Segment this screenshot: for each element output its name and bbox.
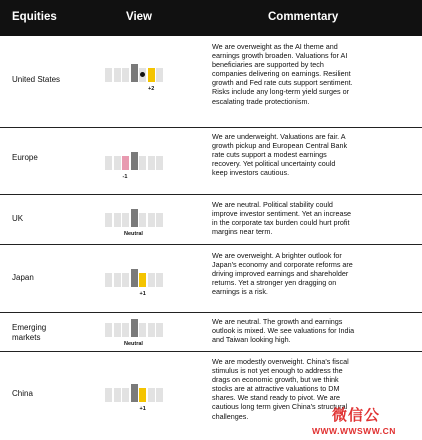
row-label [12,389,33,399]
comment-line: returns. Yet a stronger yen dragging on [212,278,337,288]
commentary-text [212,200,410,236]
comment-line: We are overweight. A brighter outlook for [212,251,342,260]
row-label [12,75,60,85]
row-label [12,214,23,224]
view-scale [105,209,165,237]
scale-cell [105,68,112,82]
commentary-text [212,317,410,344]
table-row-europe [0,128,422,195]
comment-line: Risks include any long-term yield surges or [212,87,350,97]
comment-line: keep investors cautious. [212,168,290,178]
marker-dot [140,72,145,77]
scale-cell [131,319,138,337]
scale-cell [139,156,146,170]
row-label [12,273,34,283]
table-row-japan [0,245,422,313]
comment-line: cautious long term given China's structural [212,402,348,412]
scale-cell [148,323,155,337]
comment-line: recovery. Yet political uncertainty could [212,159,336,169]
scale-cell [114,68,121,82]
scale-cell [131,384,138,402]
scale-cell [114,323,121,337]
comment-line: We are neutral. Political stability could [212,200,333,209]
scale-cell [139,273,146,287]
comment-line: companies delivering on earnings. Resilient [212,69,351,79]
view-label: +1 [139,406,146,412]
scale-cell [131,209,138,227]
comment-line: stimulus is not yet enough to address the [212,366,343,376]
row-label-line: Japan [12,273,34,282]
comment-line: margins near term. [212,227,273,237]
scale-cell [114,213,121,227]
view-scale [105,269,165,297]
header-view: View [126,11,152,23]
view-scale [105,152,165,180]
watermark-text: 微信公 [332,406,381,424]
scale-cell [148,68,155,82]
scale-cell [139,323,146,337]
scale-cell [148,156,155,170]
view-label: Neutral [124,341,143,347]
table-row-emerging-markets [0,313,422,352]
comment-line: driving improved earnings and shareholder [212,269,349,279]
scale-cell [131,64,138,82]
scale-cell [122,323,129,337]
scale-cell [131,269,138,287]
view-label: +2 [148,86,155,92]
scale-cell [122,273,129,287]
commentary-text [212,132,410,177]
comment-line: We are modestly overweight. China's fiscal [212,357,349,366]
view-scale [105,319,165,347]
view-label: +1 [139,291,146,297]
comment-line: escalating trade protectionism. [212,96,310,106]
table-row-uk [0,195,422,245]
comment-line: drags on economic growth, but we think [212,375,339,385]
comment-line: beneficiaries are supported by tech [212,60,324,70]
scale-cell [105,388,112,402]
commentary-text [212,42,410,106]
row-label-line: Emerging [12,323,47,332]
row-label-line: UK [12,214,24,223]
table-header [0,0,422,36]
commentary-text [212,251,410,296]
view-label: -1 [122,174,128,180]
scale-cell [156,323,163,337]
comment-line: shares. We stand ready to pivot. We are [212,393,340,403]
view-scale [105,64,165,92]
comment-line: challenges. [212,411,249,421]
scale-cell [156,273,163,287]
comment-line: earnings growth broaden. Valuations for AI [212,51,348,61]
row-label [12,153,38,163]
scale-cell [156,68,163,82]
comment-line: rate cuts support a modest earnings [212,150,327,160]
scale-cell [139,213,146,227]
scale-cell [131,152,138,170]
scale-cell [114,273,121,287]
watermark-logo [310,404,420,438]
scale-cell [105,273,112,287]
scale-cell [148,273,155,287]
comment-line: and Taiwan looking high. [212,335,291,345]
scale-cell [114,388,121,402]
view-scale [105,384,165,412]
scale-cell [156,156,163,170]
scale-cell [148,388,155,402]
comment-line: We are overweight as the AI theme and [212,42,338,51]
comment-line: We are neutral. The growth and earnings [212,317,343,326]
row-label-line: United States [12,75,61,84]
comment-line: We are underweight. Valuations are fair. A [212,132,346,141]
scale-cell [114,156,121,170]
table-row-united-states [0,36,422,128]
scale-cell [122,213,129,227]
row-label-line: China [12,389,33,398]
row-label-line: markets [12,333,41,342]
scale-cell [122,68,129,82]
scale-cell [139,388,146,402]
comment-line: Japan's economy and corporate reforms are [212,260,353,270]
scale-cell [105,323,112,337]
comment-line: earnings is a risk. [212,287,268,297]
comment-line: stocks are at attractive valuations to DM [212,384,340,394]
scale-cell [122,156,129,170]
watermark-url: WWW.WWSWW.CN [312,426,396,436]
scale-cell [105,213,112,227]
scale-cell [148,213,155,227]
comment-line: outlook is mixed. We see valuations for India [212,326,355,336]
comment-line: growth pickup and European Central Bank [212,141,348,151]
comment-line: in the corporate tax burden could hurt profit [212,218,350,228]
header-equities: Equities [12,11,57,23]
comment-line: growth and Fed rate cuts support sentiment. [212,78,353,88]
view-label: Neutral [124,231,143,237]
scale-cell [156,213,163,227]
scale-cell [156,388,163,402]
row-label-line: Europe [12,153,38,162]
scale-cell [122,388,129,402]
scale-cell [105,156,112,170]
row-label [12,323,46,343]
header-commentary: Commentary [268,11,339,23]
comment-line: improve investor sentiment. Yet an increase [212,209,352,219]
